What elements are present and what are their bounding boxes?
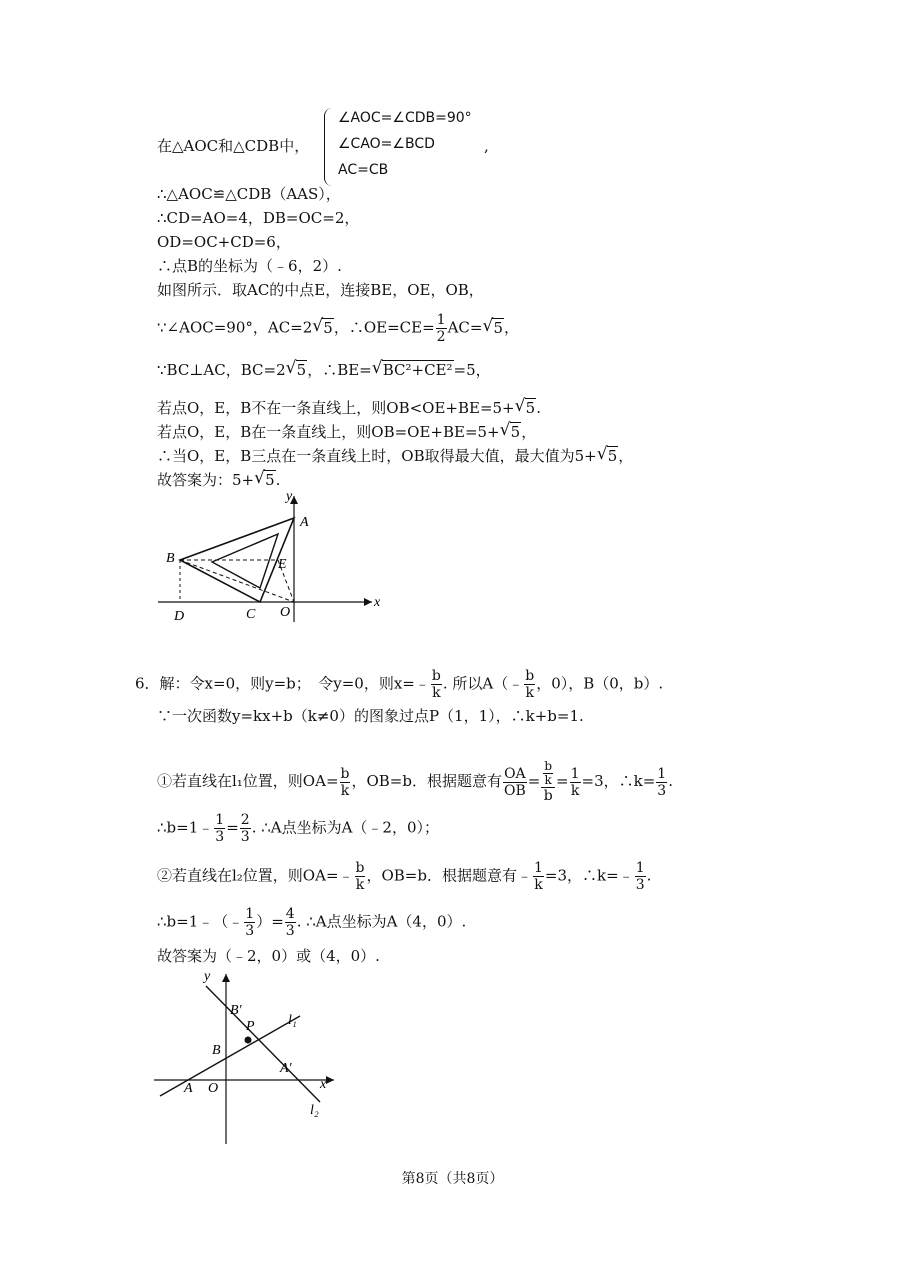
fig2-label-O: O (208, 1081, 219, 1096)
proof-line: ∴△AOC≌△CDB（AAS）， (157, 185, 341, 203)
proof-line: ∴当O，E，B三点在一条直线上时，OB取得最大值，最大值为5+√ 5， (157, 446, 633, 466)
proof-line: 如图所示．取AC的中点E，连接BE，OE，OB， (157, 281, 484, 299)
fig1-label-C: C (246, 607, 256, 622)
line-graph-figure (150, 968, 350, 1148)
fig2-label-x: x (320, 1077, 327, 1092)
system-eq-1: ∠AOC=∠CDB=90° (338, 110, 472, 126)
solution6-line: ∵一次函数y=kx+b（k≠0）的图象过点P（1，1），∴k+b=1. (157, 707, 584, 725)
fig1-label-E: E (278, 557, 287, 572)
fig2-label-l2: l₂ (310, 1103, 319, 1118)
proof-line: 故答案为：5+√ 5. (157, 470, 280, 490)
solution6-line: ∴b=1﹣（﹣ $\frac{1}{3}$ ）= $\frac{4}{3}$ . ∴A点坐标为A（4，0）. (157, 906, 467, 939)
proof-line: ∴点B的坐标为（﹣6，2）. (157, 257, 342, 275)
proof-line: ∴CD=AO=4，DB=OC=2， (157, 209, 360, 227)
fig2-label-y: y (204, 969, 211, 984)
solution6-line: ②若直线在l₂位置，则OA=﹣ $\frac{b}{k}$ ，OB=b．根据题意有﹣ $\frac{1}{k}$ =3，∴k=﹣ $\frac{1}{3}$ . (157, 860, 652, 893)
fig2-label-P: P (246, 1019, 255, 1034)
proof-line: OD=OC+CD=6， (157, 233, 291, 251)
page-footer: 第8页（共8页） (401, 1171, 504, 1187)
fig1-label-A: A (300, 515, 309, 530)
fig2-label-A1: A′ (280, 1061, 292, 1076)
fig2-label-B1: B′ (230, 1003, 242, 1018)
system-brace (324, 108, 333, 186)
system-eq-3: AC=CB (338, 162, 389, 178)
fig1-label-x: x (374, 595, 381, 610)
system-intro: 在△AOC和△CDB中， (157, 137, 310, 155)
solution6-line: 6．解：令x=0，则y=b； 令y=0，则x=﹣ $\frac{b}{k}$ . 所以A（﹣ $\frac{b}{k}$ ，0），B（0，b）. (135, 668, 664, 701)
fig2-label-B: B (212, 1043, 221, 1058)
fig1-label-O: O (280, 605, 291, 620)
proof-line: 若点O，E，B在一条直线上，则OB=OE+BE=5+√ 5， (157, 422, 536, 442)
fig1-label-D: D (174, 609, 185, 624)
solution6-line: ①若直线在l₁位置，则OA= $\frac{b}{k}$ ，OB=b．根据题意有 $\frac{OA}{OB}$ = $\frac{\frac{b}{k}}{b}$ = $\frac{1}{k}$ =3，∴k= $\frac{1}{3}$ . (157, 759, 673, 804)
system-eq-2: ∠CAO=∠BCD (338, 136, 435, 152)
proof-line: ∵∠AOC=90°，AC=2√ 5，∴OE=CE= $\frac{1}{2}$ AC=√ 5， (157, 312, 519, 345)
proof-line: ∵BC⊥AC，BC=2√ 5，∴BE=√ BC²+CE²=5， (157, 360, 491, 380)
solution6-line: ∴b=1﹣ $\frac{1}{3}$ = $\frac{2}{3}$ . ∴A点坐标为A（﹣2，0）； (157, 812, 440, 845)
fig1-label-y: y (286, 489, 293, 504)
system-comma: , (484, 137, 489, 155)
fraction: $\frac{1}{2}$ (436, 312, 446, 345)
solution6-line: 故答案为（﹣2，0）或（4，0）. (157, 947, 380, 965)
fig2-label-A: A (184, 1081, 193, 1096)
triangle-figure (150, 488, 390, 628)
fig1-label-B: B (166, 551, 175, 566)
fig2-label-l1: l₁ (288, 1013, 297, 1028)
proof-line: 若点O，E，B不在一条直线上，则OB<OE+BE=5+√ 5. (157, 398, 541, 418)
